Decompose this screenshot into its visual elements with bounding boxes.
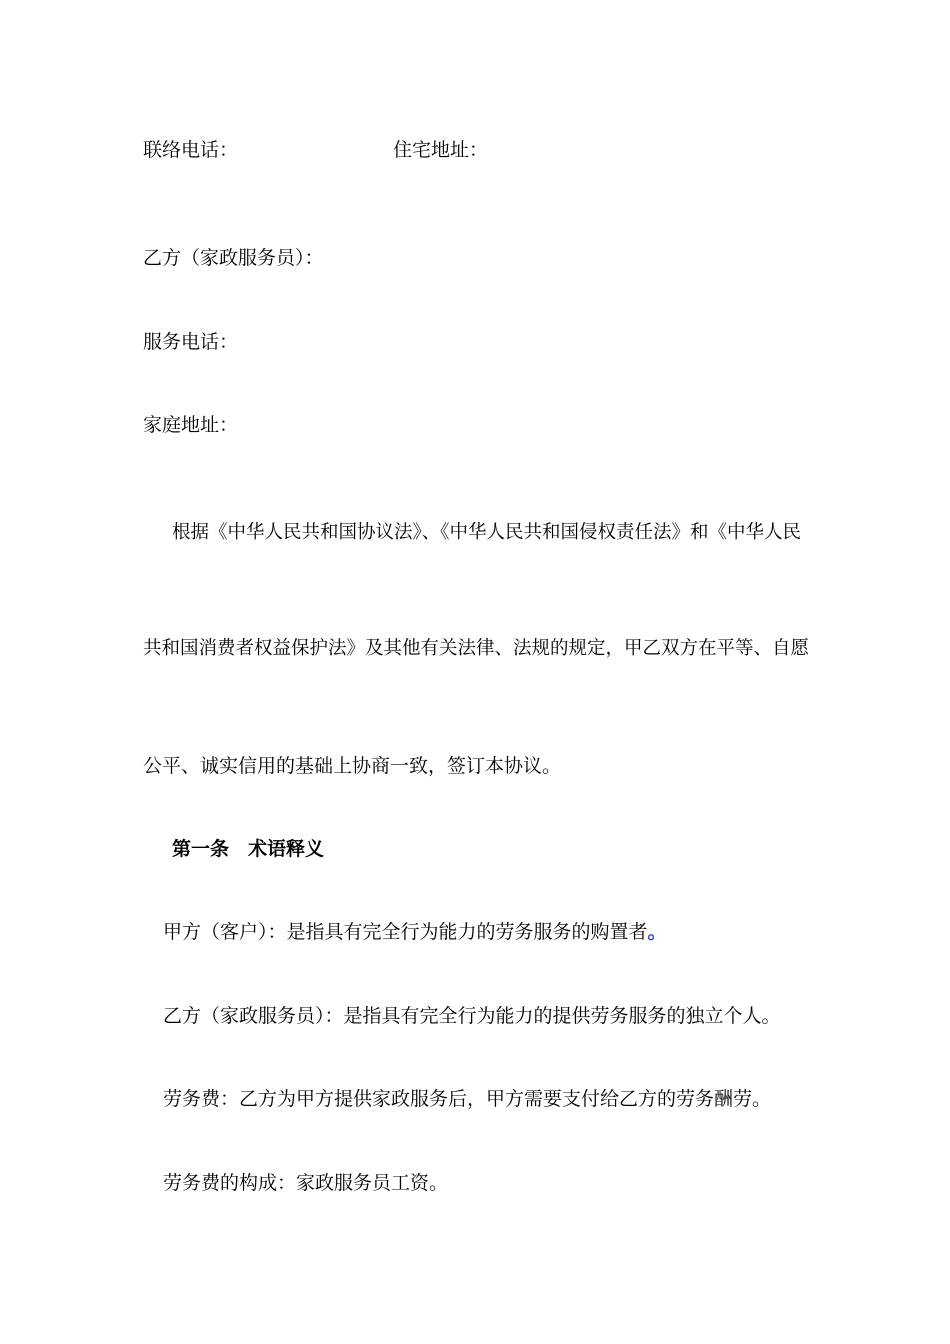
term-definition-party-b: 乙方（家政服务员）：是指具有完全行为能力的提供劳务服务的独立个人。: [163, 1005, 781, 1027]
party-b-title: 乙方（家政服务员）：: [143, 247, 324, 269]
home-address-label: 家庭地址：: [143, 414, 239, 436]
term-definition-fee-composition: 劳务费的构成：家政服务员工资。: [163, 1172, 449, 1194]
term-definition-service-fee: 劳务费：乙方为甲方提供家政服务后，甲方需要支付给乙方的劳务酬劳。: [163, 1088, 772, 1110]
term-definition-party-a: [163, 923, 667, 942]
contact-phone-label: 联络电话：: [143, 139, 239, 161]
preamble-line-3: 公平、诚实信用的基础上协商一致，签订本协议。: [143, 755, 562, 777]
term-text: 甲方（客户）：是指具有完全行为能力的劳务服务的购置者: [163, 921, 648, 943]
service-phone-label: 服务电话：: [143, 331, 239, 353]
residence-address-label: 住宅地址：: [393, 139, 489, 161]
preamble-line-2: 共和国消费者权益保护法》及其他有关法律、法规的规定，甲乙双方在平等、自愿: [143, 638, 810, 659]
article-1-heading: 第一条 术语释义: [172, 838, 325, 860]
preamble-line-1: 根据《中华人民共和国协议法》、《中华人民共和国侵权责任法》和《中华人民: [172, 522, 802, 543]
term-suffix: 。: [647, 921, 667, 943]
